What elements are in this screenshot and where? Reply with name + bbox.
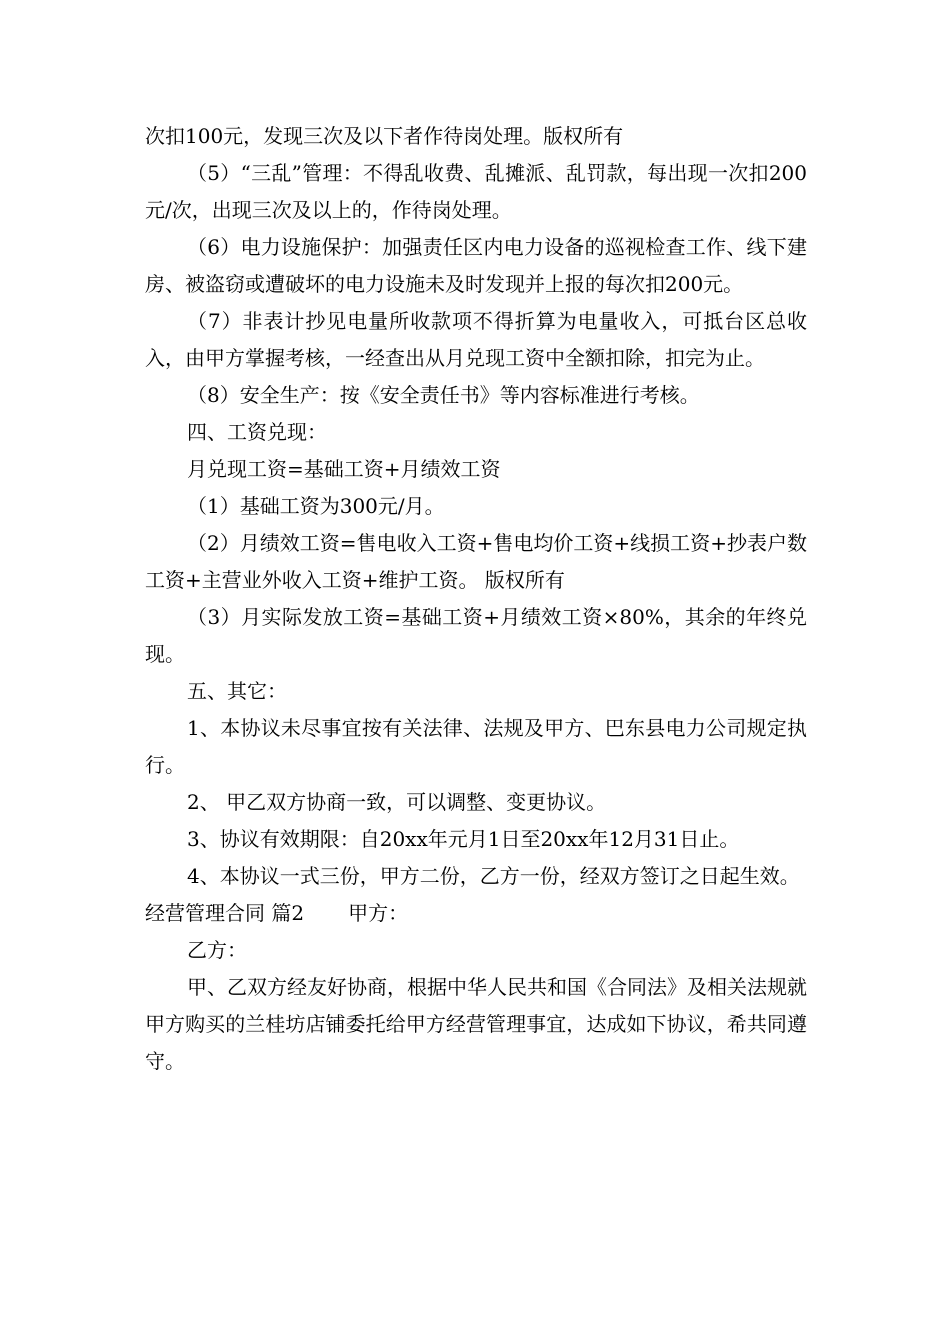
section-heading-other: 五、其它： bbox=[187, 679, 287, 703]
paragraph-8: （1）基础工资为300元/月。 bbox=[187, 494, 445, 518]
document-body bbox=[145, 118, 807, 1080]
paragraph-14: 3、协议有效期限：自20xx年元月1日至20xx年12月31日止。 bbox=[187, 827, 740, 851]
paragraph-15: 4、本协议一式三份，甲方二份，乙方一份，经双方签订之日起生效。 bbox=[187, 864, 800, 888]
paragraph-7: 月兑现工资=基础工资+月绩效工资 bbox=[187, 457, 501, 481]
paragraph-13: 2、 甲乙双方协商一致，可以调整、变更协议。 bbox=[187, 790, 607, 814]
paragraph-18: 甲、乙双方经友好协商，根据中华人民共和国《合同法》及相关法规就甲方购买的兰桂坊店铺委托给甲方经营管理事宜，达成如下协议，希共同遵守。 bbox=[145, 975, 807, 1073]
party-b-label: 乙方： bbox=[187, 938, 247, 962]
paragraph-9: （2）月绩效工资=售电收入工资+售电均价工资+线损工资+抄表户数工资+主营业外收入工资+维护工资。 版权所有 bbox=[145, 531, 807, 592]
paragraph-5: （8）安全生产：按《安全责任书》等内容标准进行考核。 bbox=[187, 383, 700, 407]
paragraph-10: （3）月实际发放工资=基础工资+月绩效工资×80%，其余的年终兑现。 bbox=[145, 605, 807, 666]
paragraph-12: 1、本协议未尽事宜按有关法律、法规及甲方、巴东县电力公司规定执行。 bbox=[145, 716, 807, 777]
paragraph-1: 次扣100元，发现三次及以下者作待岗处理。版权所有 bbox=[145, 124, 624, 148]
section-heading-wages: 四、工资兑现： bbox=[187, 420, 327, 444]
contract-heading-line bbox=[145, 895, 807, 932]
contract-title: 经营管理合同 篇2 bbox=[145, 901, 305, 925]
party-a-label: 甲方： bbox=[348, 901, 409, 925]
paragraph-3: （6）电力设施保护：加强责任区内电力设备的巡视检查工作、线下建房、被盗窃或遭破坏的电力设施未及时发现并上报的每次扣200元。 bbox=[145, 235, 807, 296]
paragraph-4: （7）非表计抄见电量所收款项不得折算为电量收入，可抵台区总收入，由甲方掌握考核，一经查出从月兑现工资中全额扣除，扣完为止。 bbox=[145, 309, 807, 370]
paragraph-2: （5）“三乱”管理：不得乱收费、乱摊派、乱罚款，每出现一次扣200元/次，出现三次及以上的，作待岗处理。 bbox=[145, 161, 807, 222]
